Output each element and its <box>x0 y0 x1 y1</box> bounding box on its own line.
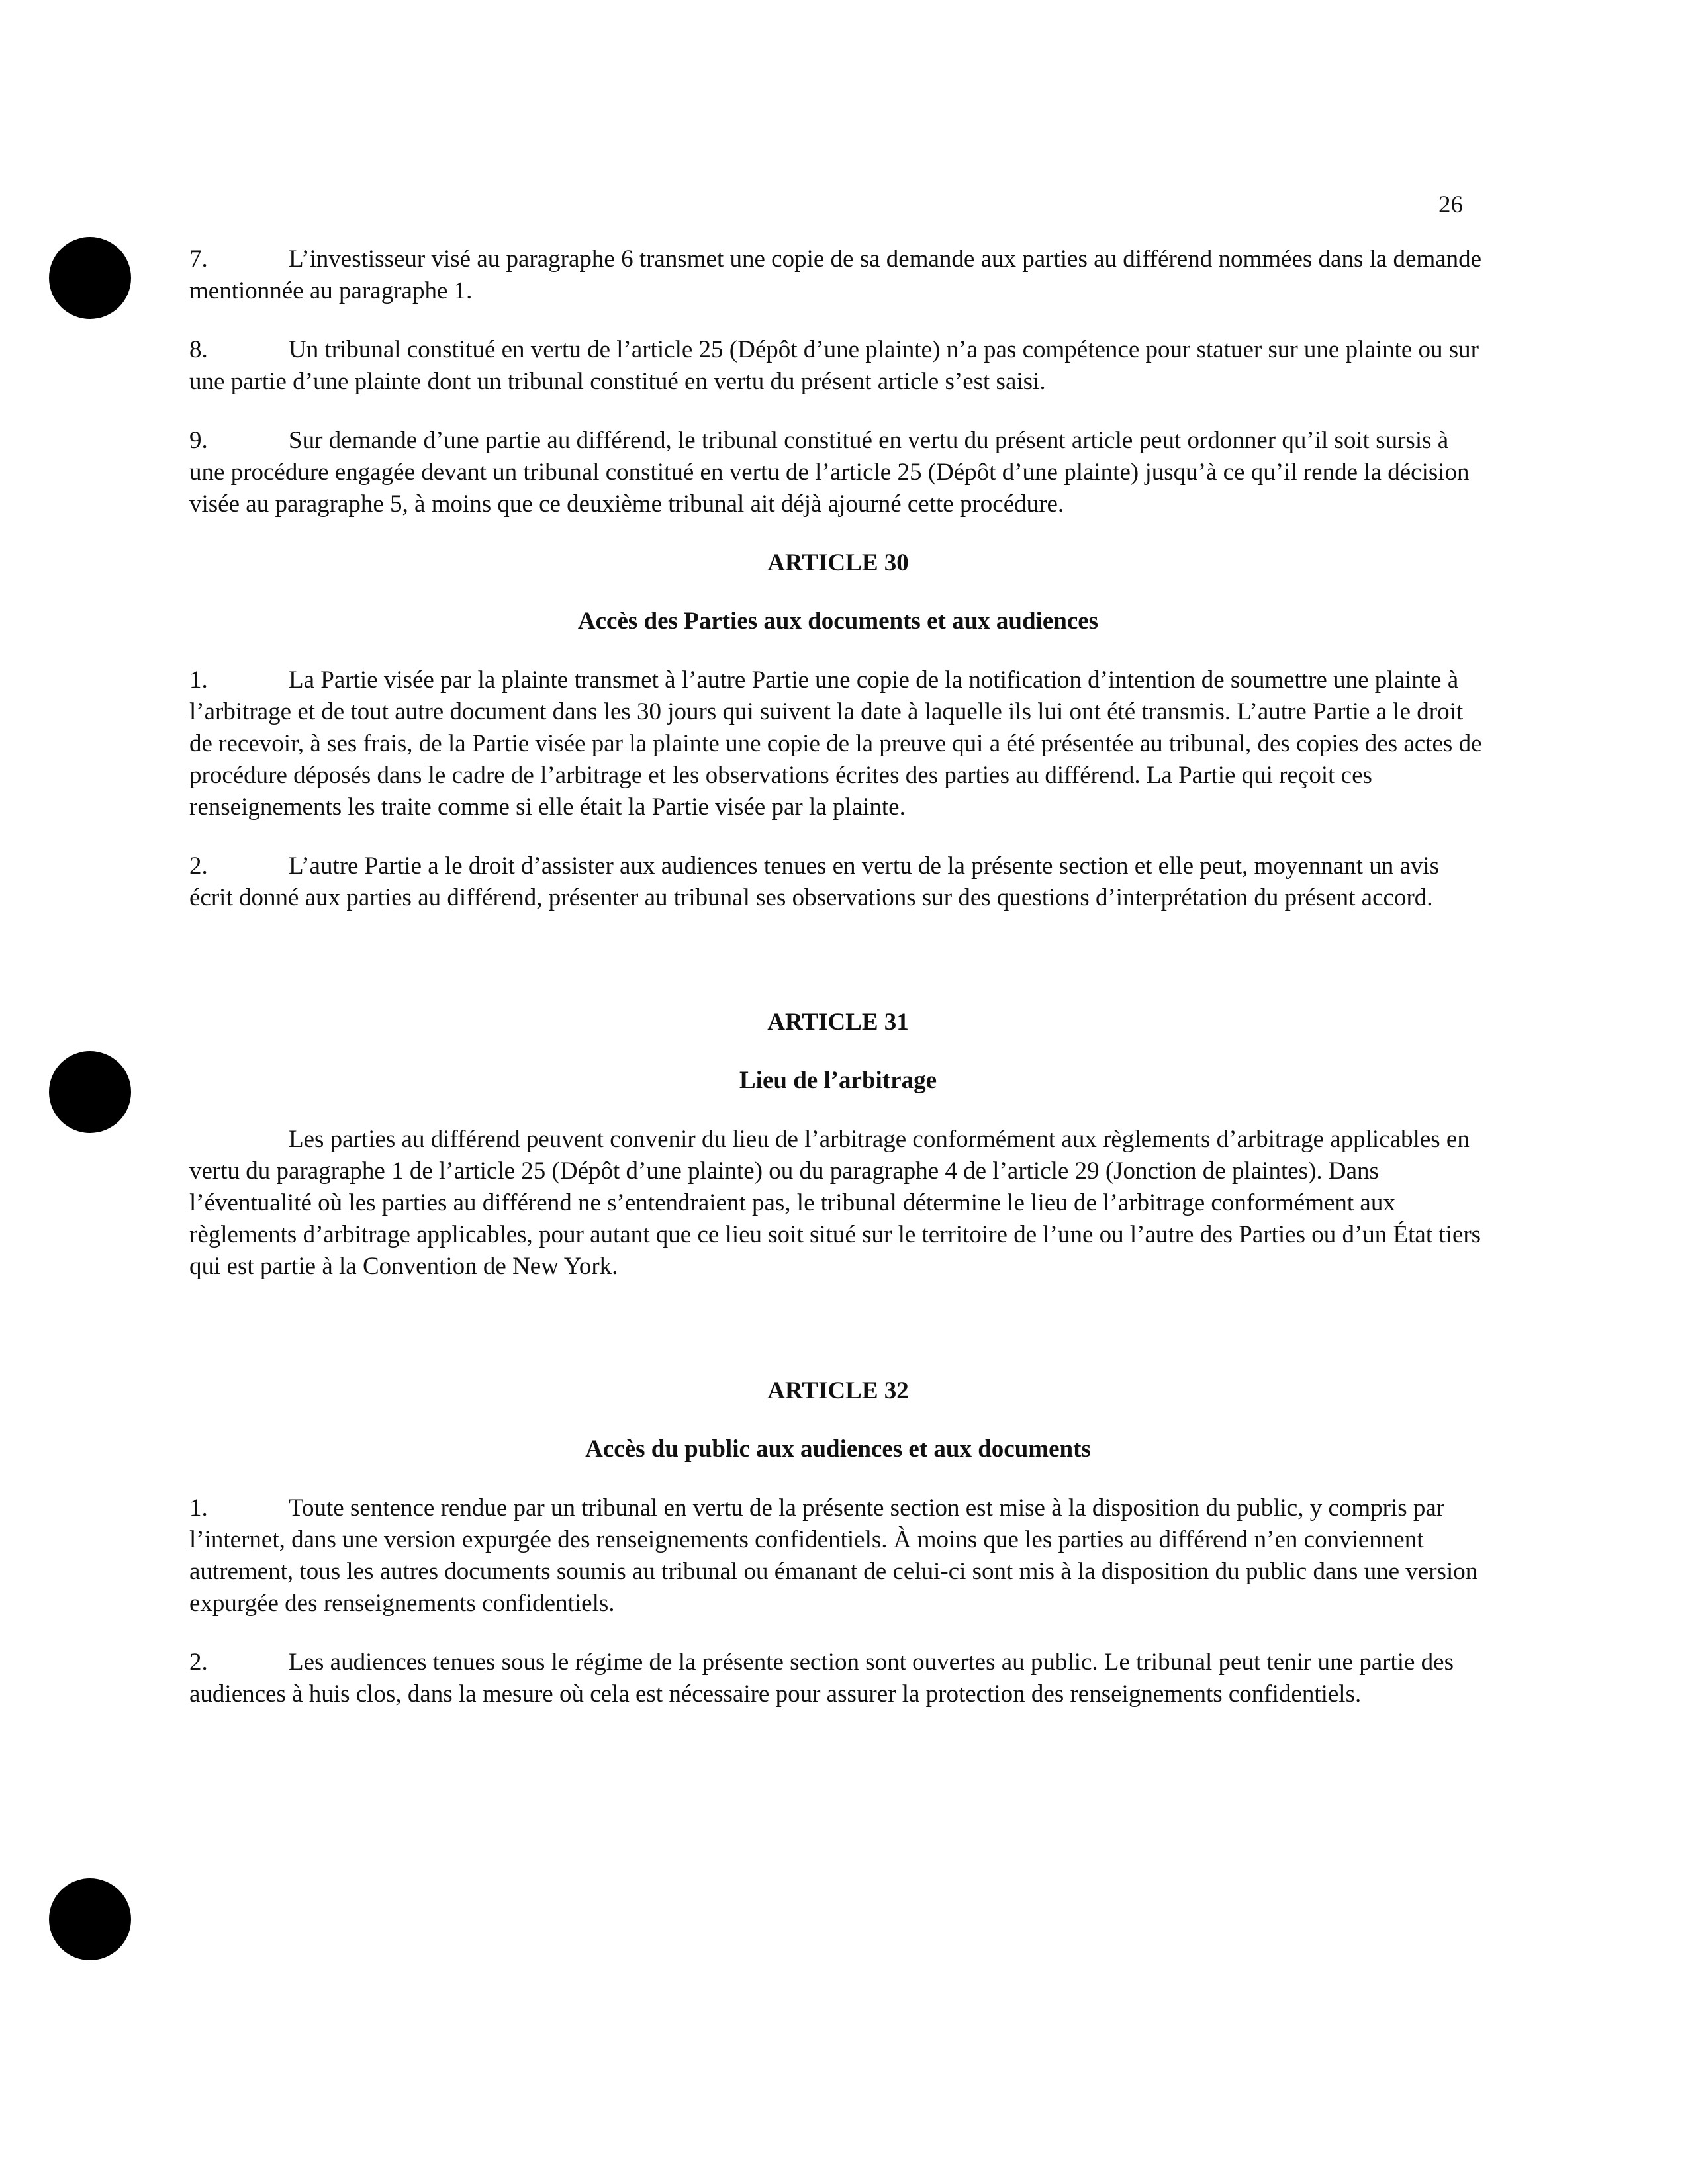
paragraph-number: 1. <box>189 1494 208 1522</box>
article-31-title: ARTICLE 31 <box>767 1009 909 1036</box>
article-32-title: ARTICLE 32 <box>767 1377 909 1404</box>
article-30-title: ARTICLE 30 <box>767 549 909 576</box>
article-30-subtitle: Accès des Parties aux documents et aux audiences <box>577 608 1099 635</box>
article-32-paragraph-2 <box>189 1647 1487 1710</box>
paragraph-7 <box>189 244 1487 307</box>
paragraph-text: La Partie visée par la plainte transmet à l’autre Partie une copie de la notification d’intention de soumettre une plainte à l’arbitrage et de tout autre document dans les 30 jours qui suivent la date à laquelle ils lui ont été transmis. L’autre Partie a le droit de recevoir, à ses frais, de la Partie visée par la plainte une copie de la preuve qui a été présentée au tribunal, des copies des actes de procédure déposés dans le cadre de l’arbitrage et les observations écrites des parties au différend. La Partie qui reçoit ces renseignements les traite comme si elle était la Partie visée par la plainte. <box>189 666 1482 821</box>
paragraph-text: Toute sentence rendue par un tribunal en vertu de la présente section est mise à la disposition du public, y compris par l’internet, dans une version expurgée des renseignements confidentiels. À moins que les parties au différend n’en conviennent autrement, tous les autres documents soumis au tribunal ou émanant de celui-ci sont mis à la disposition du public dans une version expurgée des renseignements confidentiels. <box>189 1494 1478 1617</box>
paragraph-number: 2. <box>189 1649 208 1676</box>
paragraph-number: 1. <box>189 666 208 694</box>
paragraph-text: Un tribunal constitué en vertu de l’article 25 (Dépôt d’une plainte) n’a pas compétence pour statuer sur une plainte ou sur une partie d’une plainte dont un tribunal constitué en vertu du présent article s’est saisi. <box>189 336 1479 395</box>
paragraph-number: 9. <box>189 427 208 454</box>
page-number: 26 <box>1438 191 1463 218</box>
paragraph-9 <box>189 425 1487 520</box>
paragraph-text: Sur demande d’une partie au différend, le tribunal constitué en vertu du présent article peut ordonner qu’il soit sursis à une procédure engagée devant un tribunal constitué en vertu de l’article 25 (Dépôt d’une plainte) jusqu’à ce qu’il rende la décision visée au paragraphe 5, à moins que ce deuxième tribunal ait déjà ajourné cette procédure. <box>189 427 1470 518</box>
article-31-paragraph: Les parties au différend peuvent convenir du lieu de l’arbitrage conformément aux règlements d’arbitrage applicables en vertu du paragraphe 1 de l’article 25 (Dépôt d’une plainte) ou du paragraphe 4 de l’article 29 (Jonction de plaintes). Dans l’éventualité où les parties au différend ne s’entendraient pas, le tribunal détermine le lieu de l’arbitrage conformément aux règlements d’arbitrage applicables, pour autant que ce lieu soit situé sur le territoire de l’une ou l’autre des Parties ou d’un État tiers qui est partie à la Convention de New York. <box>189 1126 1481 1280</box>
punch-hole <box>49 1051 131 1133</box>
paragraph-text: Les audiences tenues sous le régime de la présente section sont ouvertes au public. Le tribunal peut tenir une partie des audiences à huis clos, dans la mesure où cela est nécessaire pour assurer la protection des renseignements confidentiels. <box>189 1649 1454 1707</box>
paragraph-number: 8. <box>189 336 208 363</box>
document-body <box>189 244 1487 1737</box>
article-30-paragraph-1 <box>189 664 1487 823</box>
paragraph-8 <box>189 334 1487 398</box>
article-32-paragraph-1 <box>189 1492 1487 1619</box>
paragraph-number: 2. <box>189 852 208 880</box>
article-32-subtitle: Accès du public aux audiences et aux documents <box>585 1435 1091 1463</box>
article-31-subtitle: Lieu de l’arbitrage <box>739 1067 937 1094</box>
article-30-paragraph-2 <box>189 850 1487 914</box>
paragraph-number: 7. <box>189 246 208 273</box>
paragraph-text: L’autre Partie a le droit d’assister aux audiences tenues en vertu de la présente section et elle peut, moyennant un avis écrit donné aux parties au différend, présenter au tribunal ses observations sur des questions d’interprétation du présent accord. <box>189 852 1440 911</box>
punch-hole <box>49 237 131 319</box>
paragraph-text: L’investisseur visé au paragraphe 6 transmet une copie de sa demande aux parties au différend nommées dans la demande mentionnée au paragraphe 1. <box>189 246 1482 304</box>
punch-hole <box>49 1878 131 1960</box>
